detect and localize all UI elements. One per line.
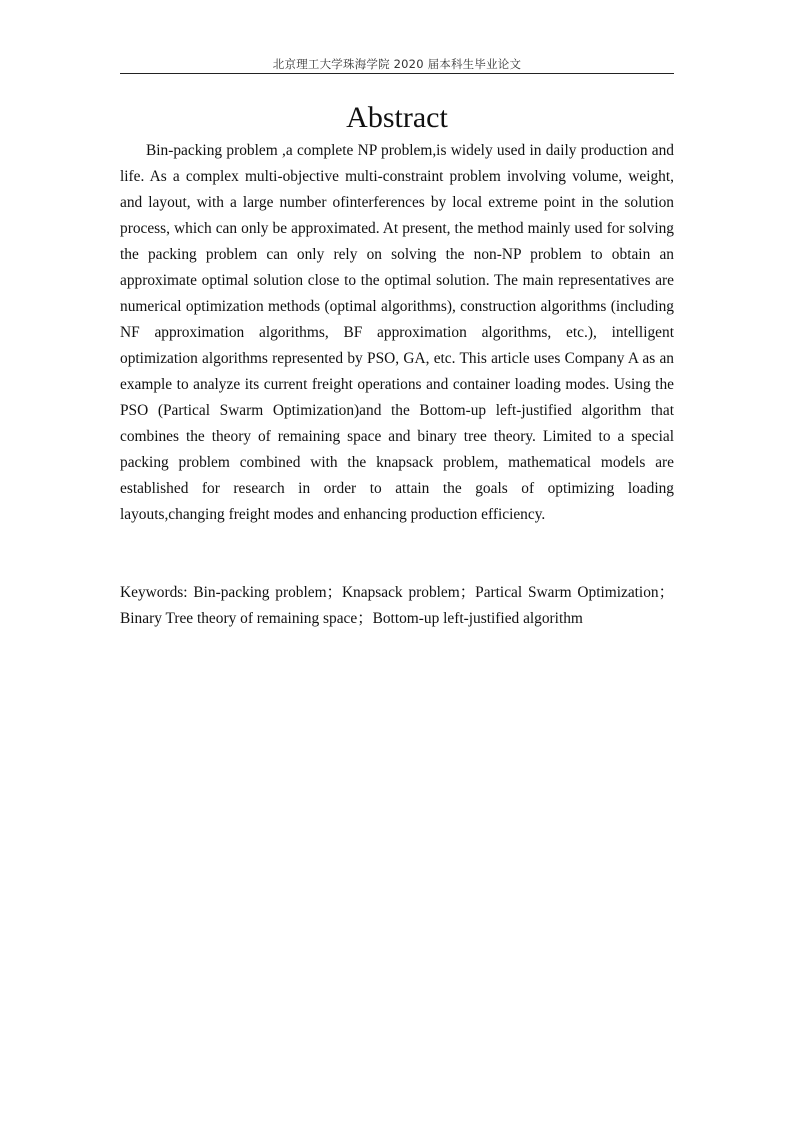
header-rule: [120, 73, 674, 74]
page-title: Abstract: [346, 101, 448, 134]
keywords: Keywords: Bin-packing problem；Knapsack problem；Partical Swarm Optimization；Binary Tree theory of remaining space；Bottom-up left-justified algorithm: [120, 584, 674, 627]
abstract-body: Bin-packing problem ,a complete NP problem,is widely used in daily production and life. As a complex multi-objective multi-constraint problem involving volume, weight, and layout, with a large number ofinterferences by local extreme point in the solution process, which can only be approximated. At present, the method mainly used for solving the packing problem can only rely on solving the non-NP problem to obtain an approximate optimal solution close to the optimal solution. The main representatives are numerical optimization methods (optimal algorithms), construction algorithms (including NF approximation algorithms, BF approximation algorithms, etc.), intelligent optimization algorithms represented by PSO, GA, etc. This article uses Company A as an example to analyze its current freight operations and container loading modes. Using the PSO (Partical Swarm Optimization)and the Bottom-up left-justified algorithm that combines the theory of remaining space and binary tree theory. Limited to a special packing problem combined with the knapsack problem, mathematical models are established for research in order to attain the goals of optimizing loading layouts,changing freight modes and enhancing production efficiency.: [120, 142, 674, 523]
running-header: 北京理工大学珠海学院 2020 届本科生毕业论文: [272, 57, 522, 71]
